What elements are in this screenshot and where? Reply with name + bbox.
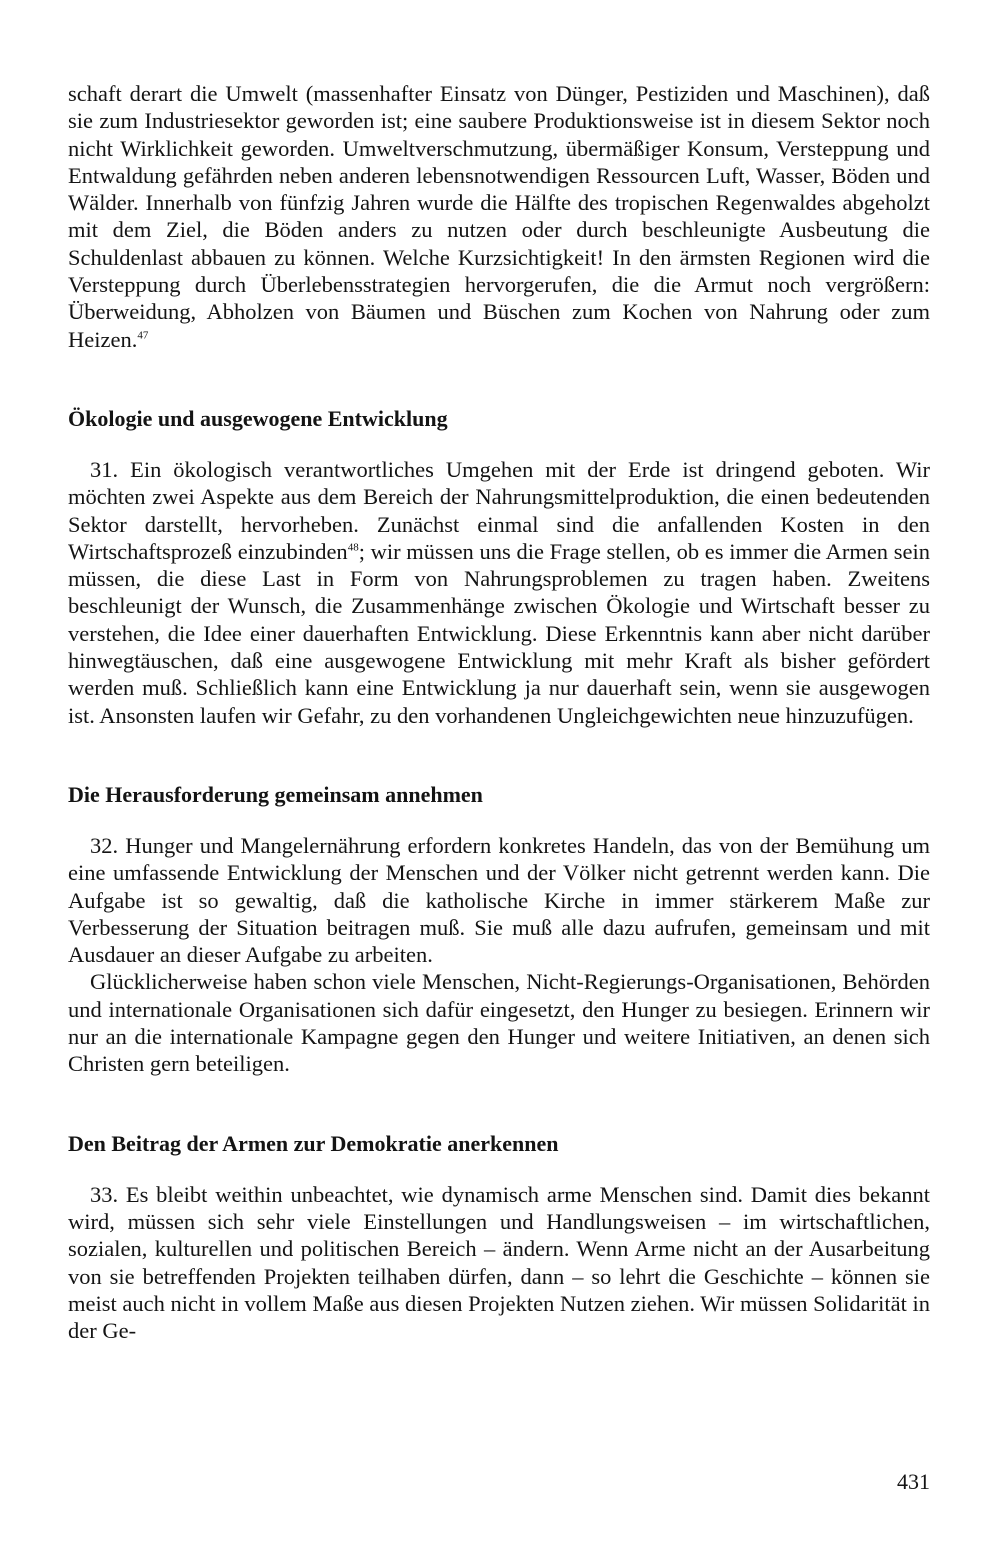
paragraph-31-text-end: ; wir müssen uns die Frage stellen, ob es immer die Armen sein müssen, die diese Last in Form von Nahrungsproblemen zu tragen haben. Zweitens beschleunigt der Wunsch, die Zusammenhänge zwischen Ökologie und Wirtschaft besser zu verstehen, die Idee einer dauerhaften Entwicklung. Diese Erkenntnis kann aber nicht darüber hinwegtäuschen, daß eine ausgewogene Entwicklung mit mehr Kraft als bisher gefördert werden muß. Schließlich kann eine Entwicklung ja nur dauerhaft sein, wenn sie ausgewogen ist. Ansonsten laufen wir Gefahr, zu den vorhandenen Ungleichgewichten neue hinzuzufügen. [68, 538, 930, 728]
section-heading-herausforderung: Die Herausforderung gemeinsam annehmen [68, 781, 483, 807]
intro-paragraph [68, 80, 930, 353]
paragraph-32-continued: Glücklicherweise haben schon viele Menschen, Nicht-Regierungs-Organisationen, Behörden und internationale Organisationen sich dafür eingesetzt, den Hunger zu besiegen. Erinnern wir nur an die internationale Kampagne gegen den Hunger und weitere Initiativen, an denen sich Christen gern beteiligen. [68, 969, 930, 1077]
paragraph-31-text-start: 31. Ein ökologisch verantwortliches Umgehen mit der Erde ist dringend geboten. Wir möchten zwei Aspekte aus dem Bereich der Nahrungsmittelproduktion, die einen bedeutenden Sektor darstellt, hervorheben. Zunächst einmal sind die anfallenden Kosten in den Wirtschaftsprozeß einzubinden [68, 456, 930, 564]
paragraph-31 [68, 456, 930, 729]
intro-paragraph-text: schaft derart die Umwelt (massenhafter Einsatz von Dünger, Pestiziden und Maschinen), daß sie zum Industriesektor geworden ist; eine saubere Produktionsweise ist in diesem Sektor noch nicht Wirklichkeit geworden. Umweltverschmutzung, übermäßiger Konsum, Versteppung und Entwaldung gefährden neben anderen lebensnotwendigen Ressourcen Luft, Wasser, Böden und Wälder. Innerhalb von fünfzig Jahren wurde die Hälfte des tropischen Regenwaldes abgeholzt mit dem Ziel, die Böden anders zu nutzen oder durch beschleunigte Ausbeutung die Schuldenlast abbauen zu können. Welche Kurzsichtigkeit! In den ärmsten Regionen wird die Versteppung durch Überlebensstrategien hervorgerufen, die die Armut noch vergrößern: Überweidung, Abholzen von Bäumen und Büschen zum Kochen von Nahrung oder zum Heizen. [68, 81, 930, 352]
document-page [68, 80, 930, 1344]
paragraph-32: 32. Hunger und Mangelernährung erfordern konkretes Handeln, das von der Bemühung um eine umfassende Entwicklung der Menschen und der Völker nicht getrennt werden kann. Die Aufgabe ist so gewaltig, daß die katholische Kirche in immer stärkerem Maße zur Verbesserung der Situation beitragen muß. Sie muß alle dazu aufrufen, gemeinsam und mit Ausdauer an dieser Aufgabe zu arbeiten. [68, 832, 930, 968]
section-heading-beitrag-der-armen: Den Beitrag der Armen zur Demokratie anerkennen [68, 1130, 559, 1156]
section-heading-oekologie: Ökologie und ausgewogene Entwicklung [68, 405, 448, 431]
page-number: 431 [897, 1469, 930, 1494]
footnote-ref-48: 48 [347, 541, 359, 554]
footnote-ref-47: 47 [137, 329, 149, 342]
paragraph-33: 33. Es bleibt weithin unbeachtet, wie dynamisch arme Menschen sind. Damit dies bekannt wird, müssen sich sehr viele Einstellungen und Handlungsweisen – im wirtschaftlichen, sozialen, kulturellen und politischen Bereich – ändern. Wenn Arme nicht an der Ausarbeitung von sie betreffenden Projekten teilhaben dürfen, dann – so lehrt die Geschichte – können sie meist auch nicht in vollem Maße aus diesen Projekten Nutzen ziehen. Wir müssen Solidarität in der Ge- [68, 1181, 930, 1344]
